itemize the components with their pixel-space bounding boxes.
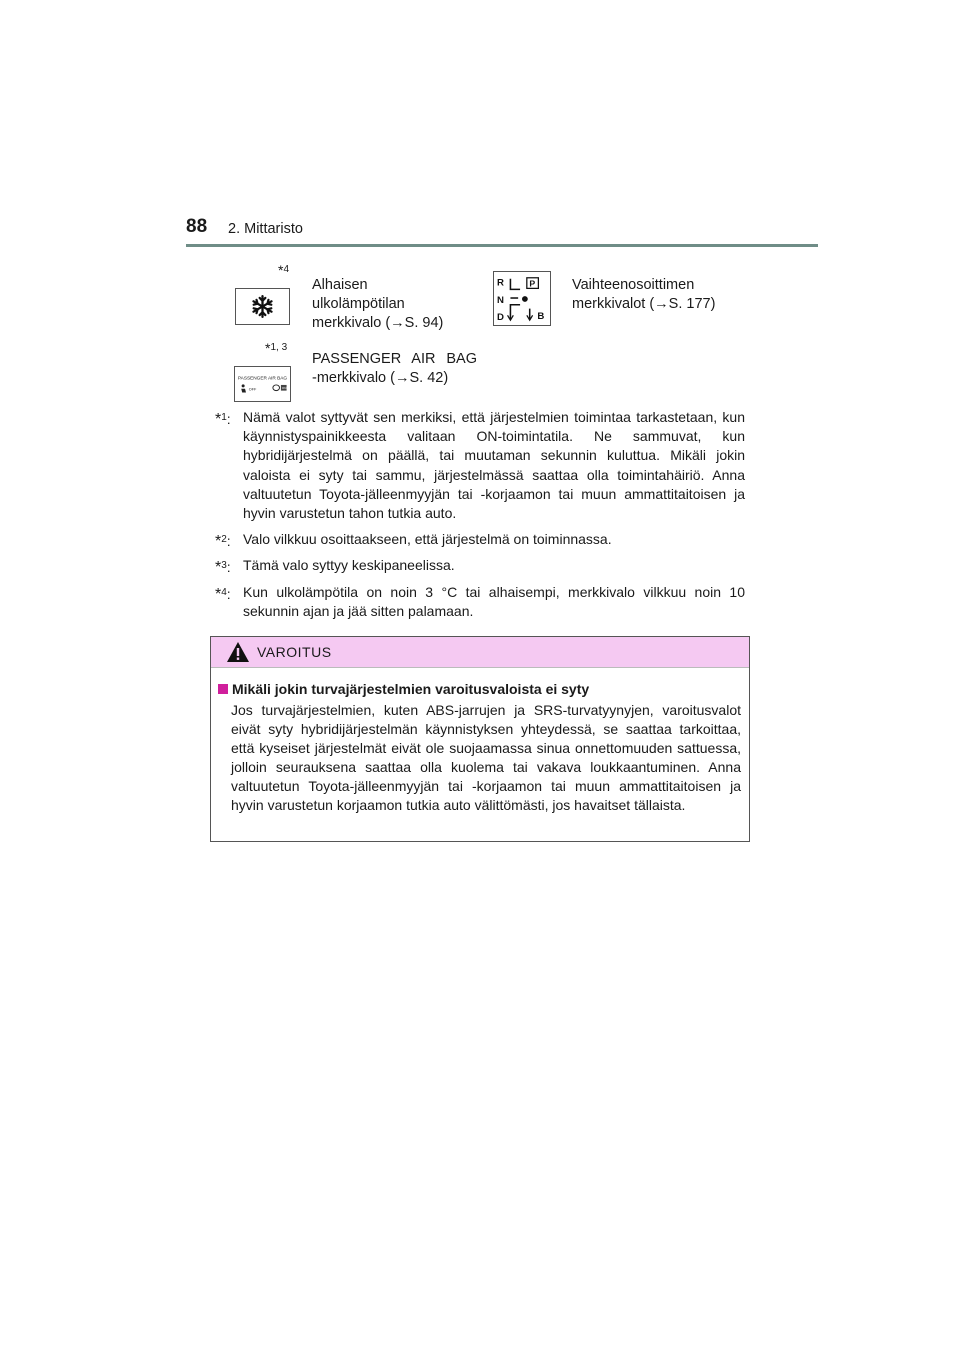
footnote-text: Nämä valot syttyvät sen merkiksi, että järjestelmien toimintaa tarkastetaan, kun käynnistyspainikkeesta valitaan ON-toimintatila. Ne sammuvat, kun hybridijärjestelmä on päällä, tai muutaman sekunnin kuluttua. Mikäli jokin valoista ei syty tai sammu, järjestelmässä saattaa olla toimintahäiriö. Anna valtuutetun Toyota-jälleenmyyjän tai -korjaamon tai muun ammattitaitoisen ja hyvin varustetun tahon tutkia auto. [243,409,745,522]
passenger-airbag-icon [234,366,291,402]
warning-header [211,637,749,668]
footnote-3: *$^3$: Tämä valo syttyy keskipaneelissa. [215,557,455,577]
svg-text:B: B [537,311,545,323]
snowflake-icon [235,288,290,325]
footnote-1: *$^1$: Nämä valot syttyvät sen merkiksi, että järjestelmien toimintaa tarkastetaan, kun käynnistyspainikkeesta valitaan ON-toimintatila. Ne sammuvat, kun hybridijärjestelmä on päällä, tai muutaman sekunnin kuluttua. Mikäli jokin valoista ei syty tai sammu, järjestelmässä saattaa olla toimintahäiriö. Anna valtuutetun Toyota-jälleenmyyjän tai -korjaamon tai muun ammattitaitoisen ja hyvin varustetun tahon tutkia auto. [215,409,745,522]
warning-heading: Mikäli jokin turvajärjestelmien varoitusvaloista ei syty [218,681,589,697]
bullet-square-icon [218,684,228,694]
page-number: 88 [186,216,208,237]
svg-text:ON: ON [281,386,287,391]
section-title: 2. Mittaristo [228,221,303,237]
svg-text:OFF: OFF [248,387,257,392]
footnote-2: *$^2$: Valo vilkkuu osoittaakseen, että järjestelmä on toiminnassa. [215,531,612,551]
warning-body: Jos turvajärjestelmien, kuten ABS-jarrujen ja SRS-turvatyynyjen, varoitusvalot eivät syty hybridijärjestelmän käynnistyksen yhteydessä, se saattaa tarkoittaa, että kyseiset järjestelmät eivät ole suojaamassa sinua onnettomuuden sattuessa, jolloin seurauksena saattaa olla kuolema tai vakava loukkaantuminen. Anna valtuutetun Toyota-jälleenmyyjän tai -korjaamon tai muun ammattitaitoisen ja hyvin varustetun korjaamon tutkia auto välittömästi, jos havaitset tällaista. [231,702,741,813]
header-rule [186,244,818,247]
footnotes [215,408,745,628]
svg-text:N: N [496,294,504,306]
warning-box [210,636,750,842]
shift-position-icon [493,271,551,326]
footnote-4: *$^4$: Kun ulkolämpötila on noin 3 °C tai alhaisempi, merkkivalo vilkkuu noin 10 sekunnin ajan ja jää sitten palamaan. [215,583,745,619]
low-temperature-description: Alhaisen ulkolämpötilan merkkivalo (→S. 94) [312,277,444,331]
shift-indicator-description: Vaihteenosoittimen merkkivalot (→S. 177) [572,277,716,312]
svg-text:R: R [496,277,504,289]
footnote-text: Valo vilkkuu osoittaakseen, että järjestelmä on toiminnassa. [243,531,612,548]
warning-title: VAROITUS [257,644,332,660]
svg-text:PASSENGER AIR BAG: PASSENGER AIR BAG [237,376,288,382]
warning-triangle-icon [226,641,250,663]
svg-text:P: P [529,278,536,289]
footnote-text: Kun ulkolämpötila on noin 3 °C tai alhaisempi, merkkivalo vilkkuu noin 10 sekunnin ajan ja jää sitten palamaan. [243,583,745,619]
footnote-text: Tämä valo syttyy keskipaneelissa. [243,557,455,574]
passenger-airbag-description: PASSENGER AIR BAG -merkkivalo (→S. 42) [312,351,477,386]
svg-text:D: D [496,312,504,324]
note-mark-1-3: *$^{1, 3}$ [265,340,288,356]
note-mark-4: *$^4$ [278,262,290,278]
